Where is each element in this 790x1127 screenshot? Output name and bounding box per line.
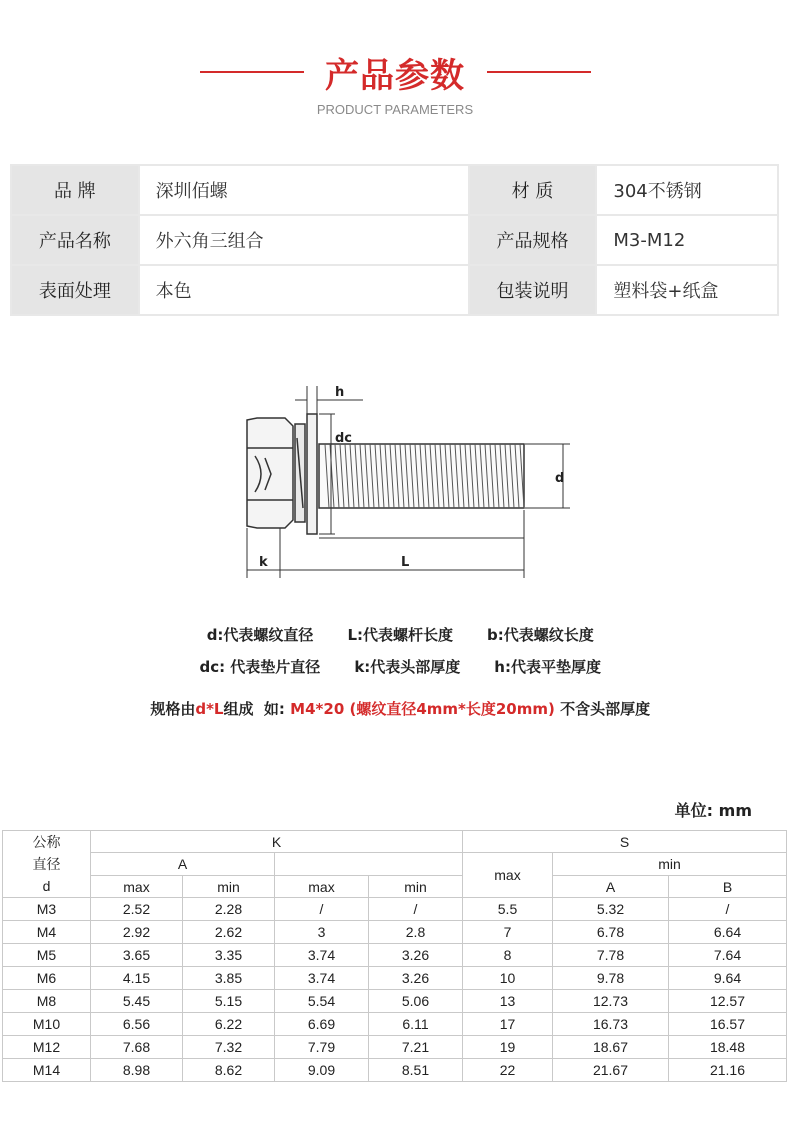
value-cell: 6.56 — [91, 1013, 183, 1036]
legend-item: h:代表平垫厚度 — [494, 658, 601, 676]
value-cell: 7 — [463, 921, 553, 944]
col-header: min — [183, 876, 275, 898]
table-header-row — [3, 876, 787, 898]
legend-item: L:代表螺杆长度 — [347, 626, 453, 644]
value-cell: 5.5 — [463, 898, 553, 921]
label-h: h — [335, 385, 345, 400]
size-cell: M12 — [3, 1036, 91, 1059]
legend-item: b:代表螺纹长度 — [487, 626, 594, 644]
table-body — [3, 898, 787, 1082]
param-label: 材 质 — [469, 165, 597, 215]
value-cell: 8 — [463, 944, 553, 967]
value-cell: 7.64 — [669, 944, 787, 967]
label-d: d — [555, 471, 565, 486]
value-cell: 6.22 — [183, 1013, 275, 1036]
bolt-diagram — [225, 378, 585, 583]
value-cell: 5.45 — [91, 990, 183, 1013]
k-header: K — [91, 831, 463, 853]
value-cell: 3.26 — [369, 944, 463, 967]
size-cell: M8 — [3, 990, 91, 1013]
table-row — [3, 990, 787, 1013]
value-cell: 3.74 — [275, 944, 369, 967]
value-cell: 16.73 — [553, 1013, 669, 1036]
value-cell: 3 — [275, 921, 369, 944]
value-cell: 8.51 — [369, 1059, 463, 1082]
value-cell: 3.26 — [369, 967, 463, 990]
value-cell: 21.67 — [553, 1059, 669, 1082]
value-cell: 9.64 — [669, 967, 787, 990]
value-cell: 17 — [463, 1013, 553, 1036]
value-cell: 18.67 — [553, 1036, 669, 1059]
value-cell: 2.8 — [369, 921, 463, 944]
value-cell: 7.68 — [91, 1036, 183, 1059]
bolt-drawing — [247, 414, 524, 534]
value-cell: 5.15 — [183, 990, 275, 1013]
value-cell: 21.16 — [669, 1059, 787, 1082]
table-row — [3, 1059, 787, 1082]
dimension-table — [2, 830, 787, 1082]
value-cell: 2.92 — [91, 921, 183, 944]
label-k: k — [259, 555, 268, 570]
table-row — [3, 921, 787, 944]
params-row — [11, 215, 778, 265]
value-cell: 12.73 — [553, 990, 669, 1013]
value-cell: 7.78 — [553, 944, 669, 967]
value-cell: 16.57 — [669, 1013, 787, 1036]
param-label: 品 牌 — [11, 165, 139, 215]
col-header: B — [669, 876, 787, 898]
param-label: 产品规格 — [469, 215, 597, 265]
params-row — [11, 265, 778, 315]
spec-example: M4*20 (螺纹直径4mm*长度20mm) — [290, 700, 555, 718]
size-cell: M5 — [3, 944, 91, 967]
col-header: A — [553, 876, 669, 898]
size-cell: M3 — [3, 898, 91, 921]
value-cell: 7.21 — [369, 1036, 463, 1059]
value-cell: 2.62 — [183, 921, 275, 944]
value-cell: 18.48 — [669, 1036, 787, 1059]
k-blank-header — [275, 853, 463, 876]
label-L: L — [401, 555, 410, 570]
param-label: 包装说明 — [469, 265, 597, 315]
nominal-line: d — [42, 878, 51, 894]
value-cell: 5.54 — [275, 990, 369, 1013]
spec-mid: 组成 如: — [223, 700, 285, 718]
value-cell: 2.52 — [91, 898, 183, 921]
s-max-header: max — [463, 853, 553, 898]
label-dc: dc — [335, 431, 353, 446]
value-cell: 7.79 — [275, 1036, 369, 1059]
nominal-line: 公称 — [32, 834, 61, 850]
table-header-row — [3, 853, 787, 876]
value-cell: 3.65 — [91, 944, 183, 967]
value-cell: 10 — [463, 967, 553, 990]
k-a-header: A — [91, 853, 275, 876]
param-value: 塑料袋+纸盒 — [596, 265, 778, 315]
unit-label: 单位: mm — [674, 801, 752, 820]
col-header: min — [369, 876, 463, 898]
spec-dl: d*L — [195, 700, 224, 718]
value-cell: 9.09 — [275, 1059, 369, 1082]
param-value: M3-M12 — [596, 215, 778, 265]
params-row — [11, 165, 778, 215]
value-cell: 3.35 — [183, 944, 275, 967]
value-cell: 6.11 — [369, 1013, 463, 1036]
params-table — [10, 164, 779, 316]
param-value: 本色 — [139, 265, 469, 315]
value-cell: / — [369, 898, 463, 921]
value-cell: 6.69 — [275, 1013, 369, 1036]
value-cell: 6.78 — [553, 921, 669, 944]
param-value: 深圳佰螺 — [139, 165, 469, 215]
value-cell: 12.57 — [669, 990, 787, 1013]
param-label: 表面处理 — [11, 265, 139, 315]
value-cell: / — [275, 898, 369, 921]
spec-prefix: 规格由 — [150, 700, 196, 718]
page-subtitle: PRODUCT PARAMETERS — [316, 102, 474, 117]
param-label: 产品名称 — [11, 215, 139, 265]
value-cell: 4.15 — [91, 967, 183, 990]
value-cell: 13 — [463, 990, 553, 1013]
col-header: max — [275, 876, 369, 898]
value-cell: 2.28 — [183, 898, 275, 921]
spec-suffix: 不含头部厚度 — [560, 700, 651, 718]
size-cell: M14 — [3, 1059, 91, 1082]
value-cell: 5.06 — [369, 990, 463, 1013]
size-cell: M4 — [3, 921, 91, 944]
nominal-line: 直径 — [32, 856, 61, 872]
legend-item: dc: 代表垫片直径 — [199, 658, 321, 676]
table-row — [3, 898, 787, 921]
value-cell: 9.78 — [553, 967, 669, 990]
value-cell: 3.85 — [183, 967, 275, 990]
s-header: S — [463, 831, 787, 853]
table-row — [3, 1036, 787, 1059]
param-value: 外六角三组合 — [139, 215, 469, 265]
page-title: 产品参数 — [325, 56, 465, 96]
col-header: max — [91, 876, 183, 898]
value-cell: / — [669, 898, 787, 921]
size-cell: M6 — [3, 967, 91, 990]
value-cell: 6.64 — [669, 921, 787, 944]
param-value: 304不锈钢 — [596, 165, 778, 215]
value-cell: 8.62 — [183, 1059, 275, 1082]
value-cell: 3.74 — [275, 967, 369, 990]
table-row — [3, 944, 787, 967]
size-cell: M10 — [3, 1013, 91, 1036]
legend-item: k:代表头部厚度 — [354, 658, 461, 676]
value-cell: 7.32 — [183, 1036, 275, 1059]
value-cell: 8.98 — [91, 1059, 183, 1082]
legend-item: d:代表螺纹直径 — [206, 626, 314, 644]
legend-row-2 — [0, 638, 790, 677]
value-cell: 5.32 — [553, 898, 669, 921]
table-row — [3, 967, 787, 990]
flat-washer — [307, 414, 317, 534]
table-row — [3, 1013, 787, 1036]
table-header-row — [3, 831, 787, 853]
value-cell: 22 — [463, 1059, 553, 1082]
s-min-header: min — [553, 853, 787, 876]
value-cell: 19 — [463, 1036, 553, 1059]
spec-note — [0, 680, 790, 719]
nominal-header — [3, 831, 91, 898]
